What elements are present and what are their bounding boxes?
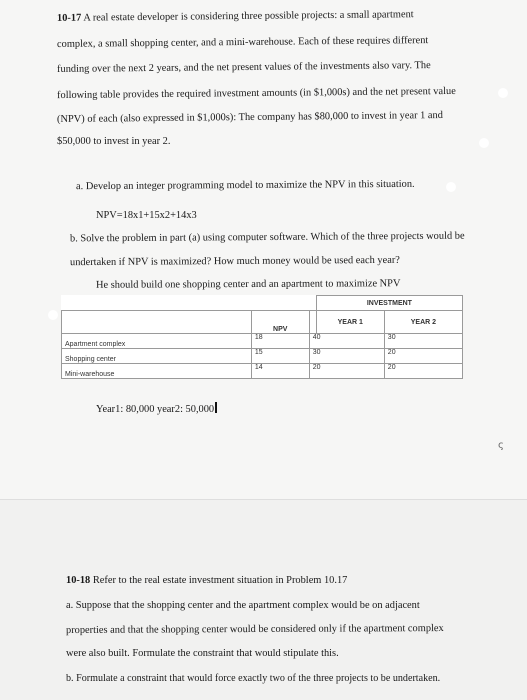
problem-10-18-part-a-line-3: were also built. Formulate the constraint that would stipulate this. (66, 648, 339, 659)
year-amounts-answer (96, 402, 217, 415)
table-row (62, 364, 463, 379)
year2-header: YEAR 2 (384, 311, 462, 334)
year-amounts-text: Year1: 80,000 year2: 50,000 (96, 404, 215, 415)
part-b-question-line-2: undertaken if NPV is maximized? How much money would be used each year? (69, 254, 400, 269)
npv-header: NPV (251, 311, 309, 334)
problem-10-18-intro (66, 575, 347, 586)
problem-10-17-line-2: complex, a small shopping center, and a mini-warehouse. Each of these requires different (56, 35, 429, 50)
row-label: Apartment complex (62, 334, 252, 349)
investment-table (61, 295, 463, 379)
problem-10-18-part-a-line-2: properties and that the shopping center would be considered only if the apartment complex (65, 623, 444, 636)
table-header-row-2 (62, 311, 463, 334)
problem-10-18-part-a-line-1: a. Suppose that the shopping center and the apartment complex would be on adjacent (66, 600, 420, 611)
problem-text: A real estate developer is considering three possible projects: a small apartment (83, 9, 414, 24)
problem-10-17-line-5: (NPV) of each (also expressed in $1,000s): The company has $80,000 to invest in year 1 and (56, 109, 443, 126)
investment-header: INVESTMENT (316, 296, 462, 311)
year2-value: 30 (384, 334, 462, 349)
page-divider (0, 499, 527, 500)
margin-mark: ς (498, 440, 504, 451)
year2-value: 20 (384, 349, 462, 364)
part-b-answer: He should build one shopping center and an apartment to maximize NPV (95, 278, 401, 291)
table-row (62, 349, 463, 364)
npv-formula: NPV=18x1+15x2+14x3 (96, 210, 197, 221)
problem-10-17-line-4: following table provides the required investment amounts (in $1,000s) and the net present value (56, 85, 456, 102)
row-label: Shopping center (62, 349, 252, 364)
npv-value: 15 (251, 349, 309, 364)
year1-value: 40 (309, 334, 384, 349)
problem-number: 10-17 (56, 12, 82, 24)
year1-value: 20 (309, 364, 384, 379)
npv-value: 14 (251, 364, 309, 379)
problem-10-18-part-b: b. Formulate a constraint that would force exactly two of the three projects to be undertaken. (66, 673, 441, 684)
part-a-question: a. Develop an integer programming model to maximize the NPV in this situation. (75, 178, 415, 193)
table-row (62, 334, 463, 349)
part-b-question-line-1: b. Solve the problem in part (a) using computer software. Which of the three projects would be (69, 230, 465, 245)
row-label: Mini-warehouse (62, 364, 252, 379)
problem-number: 10-18 (66, 575, 91, 586)
year1-header: YEAR 1 (316, 311, 384, 334)
year1-value: 30 (309, 349, 384, 364)
year2-value: 20 (384, 364, 462, 379)
glare-dot (479, 138, 489, 148)
problem-10-17-line-3: funding over the next 2 years, and the net present values of the investments also vary. The (56, 60, 431, 75)
problem-10-17-line-6: $50,000 to invest in year 2. (57, 136, 171, 147)
table-header-row-1 (62, 296, 463, 311)
glare-dot (446, 182, 456, 192)
glare-dot (48, 310, 58, 320)
glare-dot (498, 88, 508, 98)
npv-value: 18 (251, 334, 309, 349)
problem-text: Refer to the real estate investment situation in Problem 10.17 (92, 575, 348, 586)
text-cursor[interactable] (215, 402, 217, 413)
